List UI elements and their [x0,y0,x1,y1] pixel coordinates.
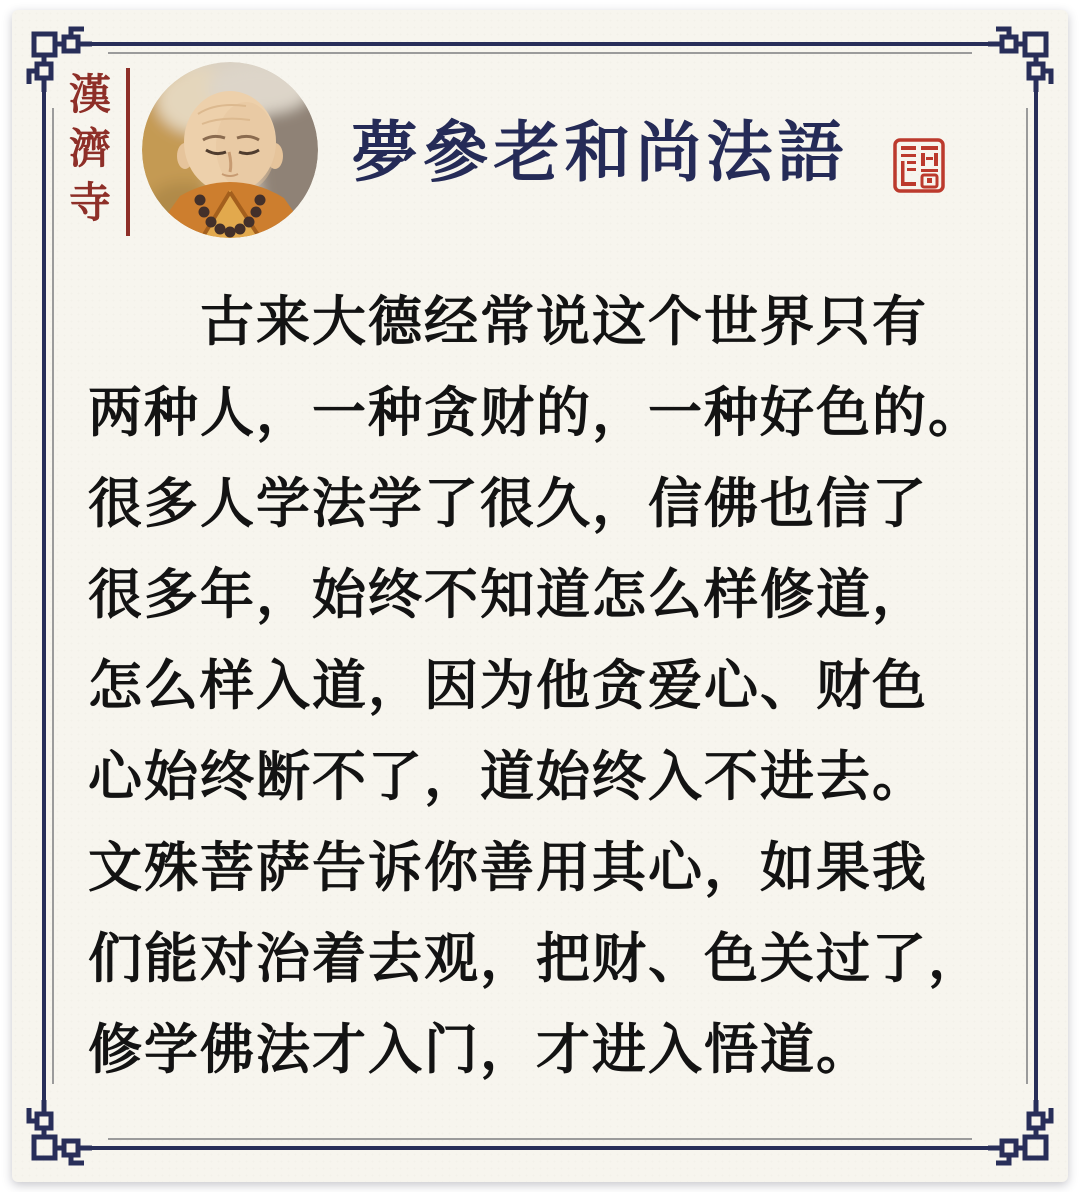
quote-line: 文殊菩萨告诉你善用其心，如果我 [88,835,928,899]
inner-hairline-right [1026,108,1028,1084]
frame-line-bottom [90,1146,990,1150]
inner-hairline-left [52,108,54,1084]
dharma-quote-paragraph [88,276,1000,1095]
quote-line: 心始终断不了，道始终入不进去。 [88,744,928,808]
fret-corner-icon [26,1100,92,1166]
frame-line-top [90,42,990,46]
inner-hairline-bottom [108,1138,972,1140]
monk-portrait-photo [142,62,318,238]
fret-corner-icon [988,1100,1054,1166]
quote-line: 很多人学法学了很久，信佛也信了 [88,471,928,535]
fret-corner-icon [988,26,1054,92]
quote-line: 修学佛法才入门，才进入悟道。 [88,1017,872,1081]
poster-title: 夢參老和尚法語 [351,113,849,191]
red-seal-stamp-icon [892,136,946,194]
frame-line-left [42,90,46,1102]
temple-name: 漢濟寺 [63,72,112,234]
quote-line: 们能对治着去观，把财、色关过了， [88,926,984,990]
frame-line-right [1034,90,1038,1102]
vertical-divider [126,68,130,236]
quote-line: 很多年，始终不知道怎么样修道， [88,562,928,626]
monk-portrait-illustration [142,62,318,238]
quote-line: 两种人，一种贪财的，一种好色的。 [88,380,984,444]
inner-hairline-top [108,52,972,54]
quote-line: 怎么样入道，因为他贪爱心、财色 [88,653,928,717]
quote-line: 古来大德经常说这个世界只有 [200,289,928,353]
